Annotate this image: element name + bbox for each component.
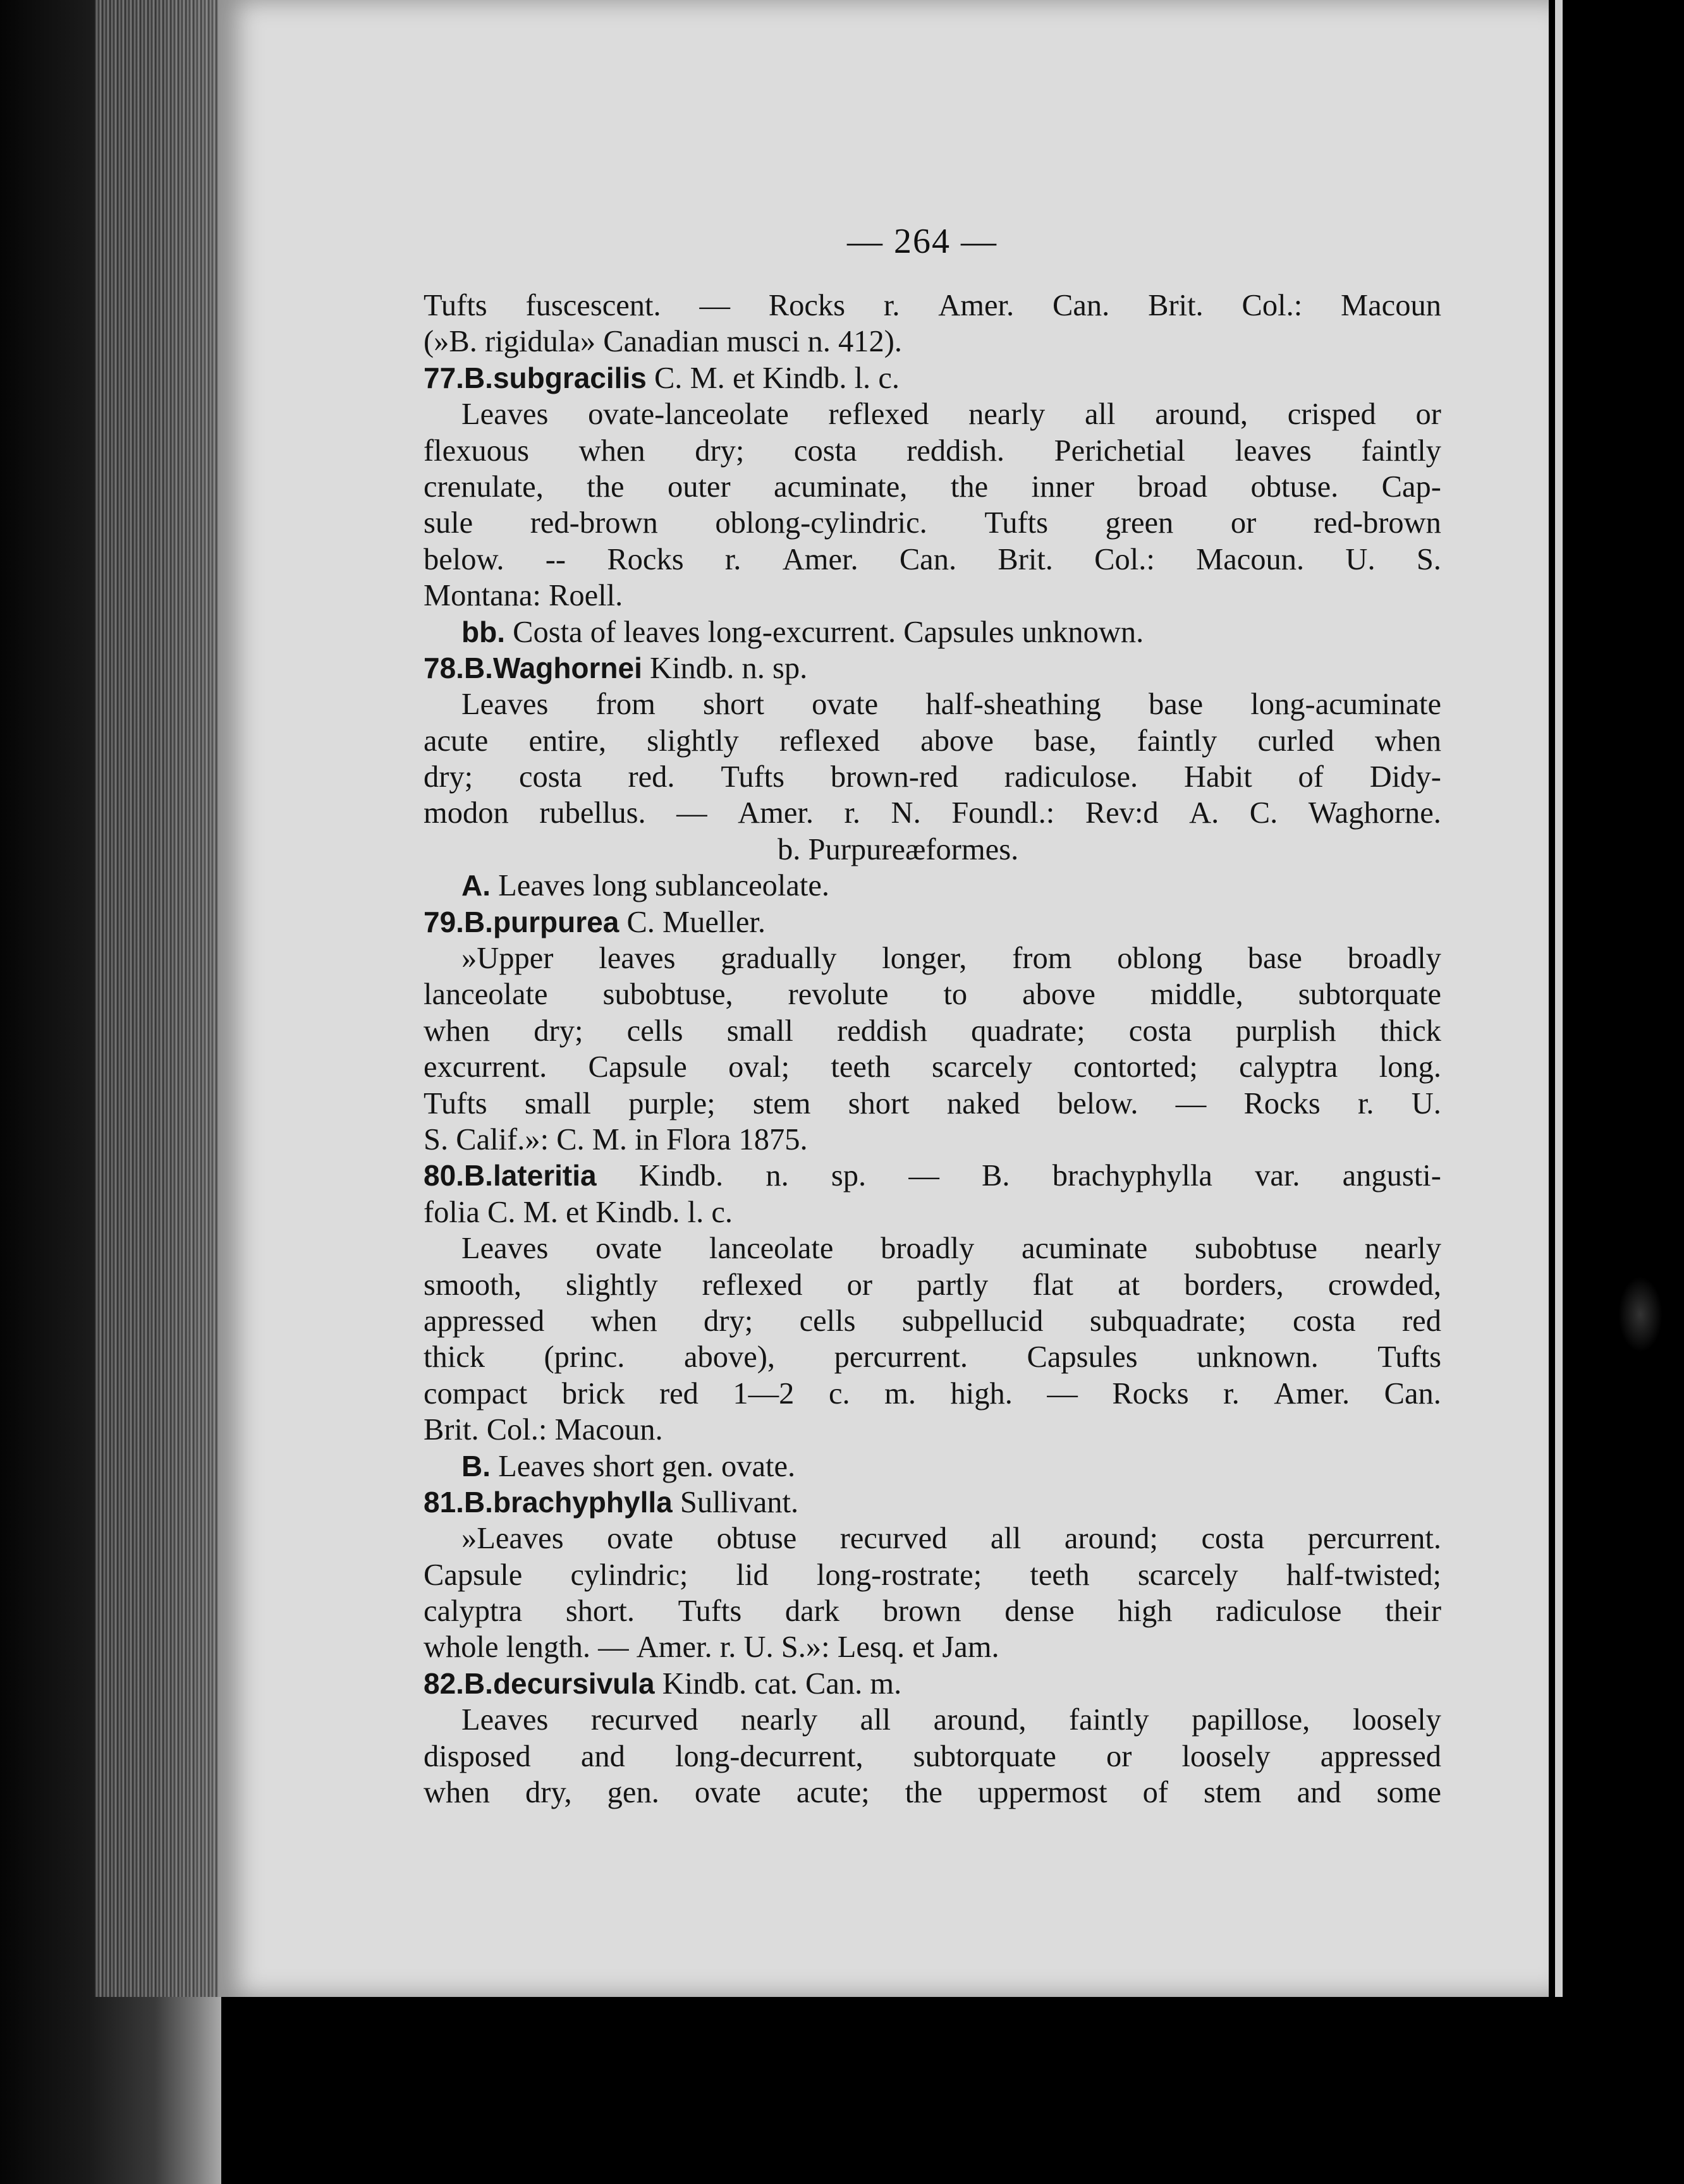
- text-line: B. Leaves short gen. ovate.: [461, 1449, 796, 1483]
- text-line: dry; costa red. Tufts brown-red radiculose. Habit of Didy-: [424, 760, 1441, 794]
- text-line: excurrent. Capsule oval; teeth scarcely contorted; calyptra long.: [424, 1050, 1441, 1084]
- text-line: calyptra short. Tufts dark brown dense high radiculose their: [424, 1594, 1441, 1629]
- text-line: acute entire, slightly reflexed above base, faintly curled when: [424, 724, 1441, 758]
- text-line: appressed when dry; cells subpellucid subquadrate; costa red: [424, 1304, 1441, 1338]
- text-line: 82.B.decursivula Kindb. cat. Can. m.: [424, 1666, 902, 1701]
- text-line: »Leaves ovate obtuse recurved all around; costa percurrent.: [461, 1522, 1441, 1556]
- text-line: sule red-brown oblong-cylindric. Tufts green or red-brown: [424, 506, 1441, 540]
- text-line: flexuous when dry; costa reddish. Perichetial leaves faintly: [424, 434, 1441, 468]
- scan-background: [1549, 0, 1684, 2184]
- text-line: 81.B.brachyphylla Sullivant.: [424, 1485, 799, 1519]
- text-line: smooth, slightly reflexed or partly flat at borders, crowded,: [424, 1268, 1441, 1302]
- text-line: when dry; cells small reddish quadrate; costa purplish thick: [424, 1014, 1441, 1048]
- text-line: whole length. — Amer. r. U. S.»: Lesq. et Jam.: [424, 1630, 999, 1665]
- text-line: Capsule cylindric; lid long-rostrate; teeth scarcely half-twisted;: [424, 1558, 1441, 1592]
- text-line: thick (princ. above), percurrent. Capsules unknown. Tufts: [424, 1340, 1441, 1374]
- text-line: Tufts fuscescent. — Rocks r. Amer. Can. Brit. Col.: Macoun: [424, 289, 1441, 322]
- text-line: Brit. Col.: Macoun.: [424, 1413, 663, 1447]
- text-line: Montana: Roell.: [424, 579, 623, 613]
- text-line: crenulate, the outer acuminate, the inner broad obtuse. Cap-: [424, 470, 1441, 504]
- text-line: lanceolate subobtuse, revolute to above middle, subtorquate: [424, 978, 1441, 1012]
- text-line: 80.B.lateritia Kindb. n. sp. — B. brachyphylla var. angusti-: [424, 1159, 1441, 1193]
- text-line: Leaves ovate lanceolate broadly acuminate subobtuse nearly: [461, 1232, 1441, 1266]
- text-line: compact brick red 1—2 c. m. high. — Rocks r. Amer. Can.: [424, 1376, 1441, 1410]
- text-line: b. Purpureæformes.: [778, 832, 1019, 866]
- text-line: A. Leaves long sublanceolate.: [461, 869, 830, 903]
- text-line: disposed and long-decurrent, subtorquate or loosely appressed: [424, 1739, 1441, 1773]
- text-line: Tufts small purple; stem short naked below. — Rocks r. U.: [424, 1086, 1441, 1120]
- text-line: Leaves ovate-lanceolate reflexed nearly all around, crisped or: [461, 397, 1441, 432]
- page-number: — 264 —: [847, 222, 998, 261]
- text-line: 79.B.purpurea C. Mueller.: [424, 905, 766, 939]
- text-line: below. -- Rocks r. Amer. Can. Brit. Col.: Macoun. U. S.: [424, 542, 1441, 576]
- body-text: [424, 288, 1441, 1811]
- text-line: bb. Costa of leaves long-excurrent. Capsules unknown.: [461, 615, 1144, 649]
- text-line: 77.B.subgracilis C. M. et Kindb. l. c.: [424, 361, 900, 395]
- text-line: when dry, gen. ovate acute; the uppermost of stem and some: [424, 1776, 1441, 1810]
- text-line: modon rubellus. — Amer. r. N. Foundl.: Rev:d A. C. Waghorne.: [424, 796, 1441, 830]
- text-line: 78.B.Waghornei Kindb. n. sp.: [424, 651, 808, 685]
- text-line: »Upper leaves gradually longer, from oblong base broadly: [461, 942, 1441, 976]
- scan-smudge: [1618, 1277, 1663, 1352]
- page-edges: [95, 0, 221, 1997]
- text-line: Leaves from short ovate half-sheathing base long-acuminate: [461, 688, 1441, 722]
- text-line: Leaves recurved nearly all around, faintly papillose, loosely: [461, 1703, 1441, 1737]
- next-page-edge: [1555, 0, 1563, 1997]
- text-line: S. Calif.»: C. M. in Flora 1875.: [424, 1122, 808, 1156]
- text-line: folia C. M. et Kindb. l. c.: [424, 1195, 733, 1229]
- text-line: (»B. rigidula» Canadian musci n. 412).: [424, 325, 903, 359]
